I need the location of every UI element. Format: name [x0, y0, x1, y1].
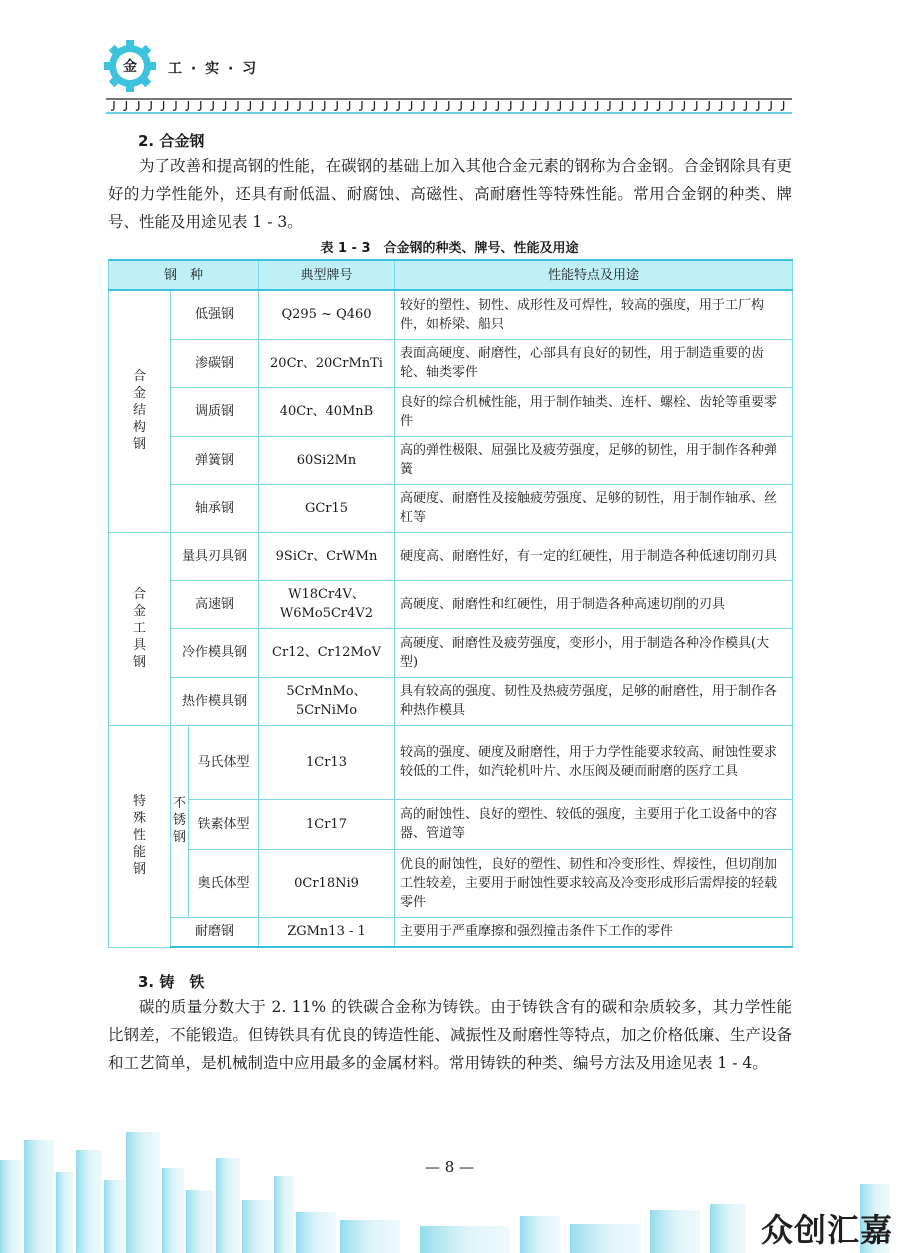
strip-hook-mark: [619, 101, 622, 110]
strip-hook-mark: [173, 101, 176, 110]
table-header-row: [109, 260, 793, 290]
strip-hook-mark: [719, 101, 722, 110]
strip-hook-mark: [161, 101, 164, 110]
strip-hook-mark: [582, 101, 585, 110]
header-kind: 钢 种: [109, 260, 259, 290]
strip-hook-mark: [371, 101, 374, 110]
strip-hook-mark: [508, 101, 511, 110]
strip-hook-mark: [781, 101, 784, 110]
table-row: [109, 628, 793, 677]
strip-hook-mark: [409, 101, 412, 110]
table-row: [109, 849, 793, 917]
table-row: [109, 484, 793, 532]
table-row: [109, 799, 793, 849]
strip-hook-mark: [210, 101, 213, 110]
strip-hook-mark: [694, 101, 697, 110]
steel-usage: 高硬度、耐磨性和红硬性，用于制造各种高速切削的刃具: [395, 580, 793, 628]
steel-grade: ZGMn13 - 1: [259, 917, 395, 947]
table-row: [109, 339, 793, 387]
watermark-logo: 众创汇嘉: [760, 1211, 893, 1249]
header-grade: 典型牌号: [259, 260, 395, 290]
group-special: 特殊性能钢: [109, 725, 171, 947]
strip-hook-mark: [644, 101, 647, 110]
steel-grade: W18Cr4V、 W6Mo5Cr4V2: [259, 580, 395, 628]
steel-usage: 良好的综合机械性能，用于制作轴类、连杆、螺栓、齿轮等重要零件: [395, 387, 793, 436]
strip-hook-mark: [743, 101, 746, 110]
header-film-strip: [106, 98, 792, 114]
steel-name: 马氏体型: [189, 725, 259, 799]
steel-usage: 表面高硬度、耐磨性，心部具有良好的韧性，用于制造重要的齿轮、轴类零件: [395, 339, 793, 387]
table-row: [109, 387, 793, 436]
alloy-steel-paragraph: 为了改善和提高钢的性能，在碳钢的基础上加入其他合金元素的钢称为合金钢。合金钢除具有更好的力学性能外，还具有耐低温、耐腐蚀、高磁性、高耐磨性等特殊性能。常用合金钢的种类、牌号、性能及用途见表 1 - 3。: [108, 157, 792, 231]
strip-hook-mark: [421, 101, 424, 110]
strip-hook-mark: [384, 101, 387, 110]
strip-hook-mark: [533, 101, 536, 110]
strip-hook-mark: [433, 101, 436, 110]
strip-hook-mark: [458, 101, 461, 110]
strip-hook-mark: [483, 101, 486, 110]
steel-usage: 较好的塑性、韧性、成形性及可焊性，较高的强度，用于工厂构件，如桥梁、船只: [395, 290, 793, 339]
strip-hook-mark: [334, 101, 337, 110]
table-row: [109, 725, 793, 799]
steel-name: 热作模具钢: [171, 677, 259, 725]
cast-iron-paragraph: 碳的质量分数大于 2. 11% 的铁碳合金称为铸铁。由于铸铁含有的碳和杂质较多，其力学性能比钢差，不能锻造。但铸铁具有优良的铸造性能、减振性及耐磨性等特点，加之价格低廉、生产设备和工艺简单，是机械制造中应用最多的金属材料。常用铸铁的种类、编号方法及用途见表 1 - 4。: [108, 998, 792, 1072]
steel-name: 调质钢: [171, 387, 259, 436]
strip-hook-mark: [235, 101, 238, 110]
strip-hook-mark: [185, 101, 188, 110]
steel-grade: 40Cr、40MnB: [259, 387, 395, 436]
strip-hook-mark: [347, 101, 350, 110]
strip-hook-mark: [520, 101, 523, 110]
alloy-steel-table: [108, 259, 793, 948]
steel-usage: 高硬度、耐磨性及疲劳强度，变形小，用于制造各种冷作模具(大型): [395, 628, 793, 677]
strip-hook-mark: [768, 101, 771, 110]
page-number: — 8 —: [424, 1158, 475, 1176]
steel-name: 奥氏体型: [189, 849, 259, 917]
strip-hook-mark: [706, 101, 709, 110]
strip-hook-mark: [669, 101, 672, 110]
steel-grade: 20Cr、20CrMnTi: [259, 339, 395, 387]
strip-hook-mark: [446, 101, 449, 110]
steel-grade: 9SiCr、CrWMn: [259, 532, 395, 580]
strip-hook-mark: [595, 101, 598, 110]
strip-hook-mark: [198, 101, 201, 110]
steel-grade: 0Cr18Ni9: [259, 849, 395, 917]
table-caption: 表 1 - 3 合金钢的种类、牌号、性能及用途: [320, 241, 579, 256]
strip-hook-mark: [607, 101, 610, 110]
strip-hook-mark: [632, 101, 635, 110]
strip-hook-mark: [545, 101, 548, 110]
strip-hook-mark: [148, 101, 151, 110]
strip-hook-mark: [359, 101, 362, 110]
steel-grade: 1Cr13: [259, 725, 395, 799]
steel-grade: 60Si2Mn: [259, 436, 395, 484]
steel-usage: 高硬度、耐磨性及接触疲劳强度、足够的韧性，用于制作轴承、丝杠等: [395, 484, 793, 532]
steel-name: 冷作模具钢: [171, 628, 259, 677]
strip-hook-mark: [557, 101, 560, 110]
steel-usage: 优良的耐蚀性，良好的塑性、韧性和冷变形性、焊接性，但切削加工性较差，主要用于耐蚀性要求较高及冷变形成形后需焊接的轻载零件: [395, 849, 793, 917]
section-heading-cast-iron: 3. 铸 铁: [138, 973, 205, 991]
header-title: 工 · 实 · 习: [168, 61, 259, 77]
steel-usage: 硬度高、耐磨性好，有一定的红硬性，用于制造各种低速切削刃具: [395, 532, 793, 580]
strip-hook-mark: [111, 101, 114, 110]
steel-name: 轴承钢: [171, 484, 259, 532]
strip-hook-mark: [731, 101, 734, 110]
steel-name: 弹簧钢: [171, 436, 259, 484]
table-row: [109, 436, 793, 484]
strip-hook-mark: [396, 101, 399, 110]
header-usage: 性能特点及用途: [395, 260, 793, 290]
steel-name: 耐磨钢: [171, 917, 259, 947]
table-row: [109, 532, 793, 580]
strip-hook-mark: [123, 101, 126, 110]
gear-logo-icon: [104, 40, 156, 92]
strip-hook-mark: [657, 101, 660, 110]
section-heading-alloy-steel: 2. 合金钢: [138, 132, 205, 150]
strip-hook-mark: [136, 101, 139, 110]
steel-usage: 主要用于严重摩擦和强烈撞击条件下工作的零件: [395, 917, 793, 947]
steel-name: 渗碳钢: [171, 339, 259, 387]
steel-name: 铁素体型: [189, 799, 259, 849]
strip-hook-mark: [272, 101, 275, 110]
steel-grade: Cr12、Cr12MoV: [259, 628, 395, 677]
steel-name: 高速钢: [171, 580, 259, 628]
strip-hook-mark: [247, 101, 250, 110]
steel-name: 低强钢: [171, 290, 259, 339]
strip-hook-mark: [471, 101, 474, 110]
strip-hook-mark: [322, 101, 325, 110]
steel-grade: Q295 ~ Q460: [259, 290, 395, 339]
steel-usage: 高的弹性极限、屈强比及疲劳强度，足够的韧性，用于制作各种弹簧: [395, 436, 793, 484]
table-row: [109, 917, 793, 947]
steel-usage: 具有较高的强度、韧性及热疲劳强度，足够的耐磨性，用于制作各种热作模具: [395, 677, 793, 725]
steel-name: 量具刃具钢: [171, 532, 259, 580]
gear-logo-char: 金: [123, 59, 137, 75]
steel-grade: 1Cr17: [259, 799, 395, 849]
strip-hook-mark: [297, 101, 300, 110]
strip-hook-mark: [570, 101, 573, 110]
steel-usage: 高的耐蚀性、良好的塑性、较低的强度，主要用于化工设备中的容器、管道等: [395, 799, 793, 849]
steel-grade: GCr15: [259, 484, 395, 532]
strip-hook-mark: [285, 101, 288, 110]
strip-hook-mark: [681, 101, 684, 110]
steel-usage: 较高的强度、硬度及耐磨性，用于力学性能要求较高、耐蚀性要求较低的工件，如汽轮机叶片、水压阀及硬而耐磨的医疗工具: [395, 725, 793, 799]
group-stainless: 不锈钢: [171, 725, 189, 917]
table-row: [109, 290, 793, 339]
table-row: [109, 677, 793, 725]
strip-hook-mark: [495, 101, 498, 110]
strip-hook-mark: [223, 101, 226, 110]
strip-hook-mark: [756, 101, 759, 110]
group-structural: 合金结构钢: [109, 290, 171, 532]
strip-hook-mark: [309, 101, 312, 110]
group-tool: 合金工具钢: [109, 532, 171, 725]
steel-grade: 5CrMnMo、 5CrNiMo: [259, 677, 395, 725]
table-row: [109, 580, 793, 628]
strip-hook-mark: [260, 101, 263, 110]
